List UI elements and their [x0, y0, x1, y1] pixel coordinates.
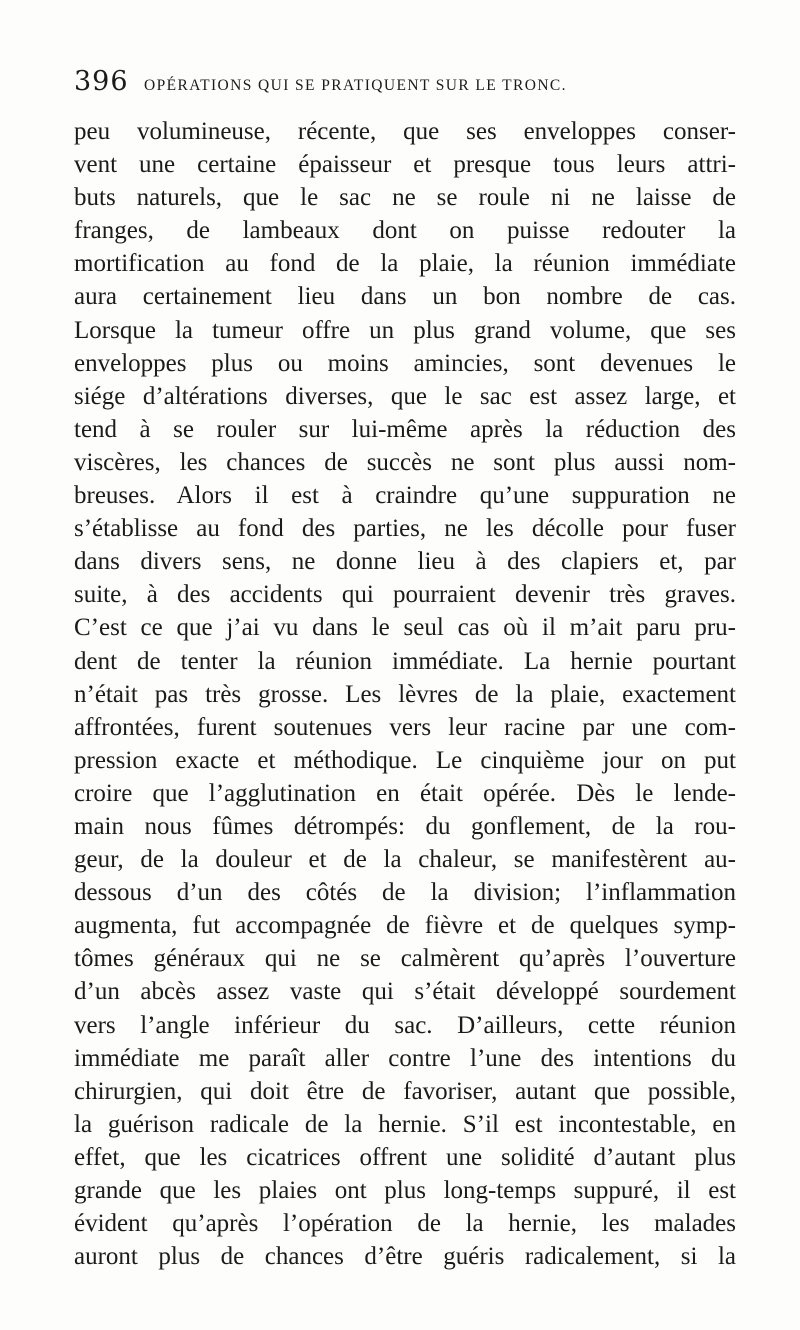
text-line: augmenta, fut accompagnée de fièvre et de quelques symp-	[74, 912, 736, 940]
text-line: breuses. Alors il est à craindre qu’une suppuration ne	[74, 482, 736, 510]
text-line: s’établisse au fond des parties, ne les décolle pour fuser	[74, 515, 736, 543]
text-line: vers l’angle inférieur du sac. D’ailleurs, cette réunion	[74, 1011, 736, 1039]
text-line: tômes généraux qui ne se calmèrent qu’après l’ouverture	[74, 945, 736, 973]
text-line: enveloppes plus ou moins amincies, sont devenues le	[74, 349, 736, 377]
text-line: grande que les plaies ont plus long-temps suppuré, il est	[74, 1177, 736, 1204]
text-line: immédiate me paraît aller contre l’une des intentions du	[74, 1044, 736, 1072]
text-line: croire que l’agglutination en était opérée. Dès le lende-	[74, 779, 736, 807]
text-line: d’un abcès assez vaste qui s’était développé sourdement	[74, 978, 736, 1006]
text-line: pression exacte et méthodique. Le cinquième jour on put	[74, 746, 736, 774]
text-line: mortification au fond de la plaie, la réunion immédiate	[74, 250, 736, 278]
text-line: buts naturels, que le sac ne se roule ni ne laisse de	[74, 184, 736, 212]
text-line: tend à se rouler sur lui-même après la réduction des	[74, 415, 736, 443]
text-line: chirurgien, qui doit être de favoriser, autant que possible,	[74, 1077, 736, 1105]
text-line: main nous fûmes détrompés: du gonflement, de la rou-	[74, 812, 736, 840]
text-line: dent de tenter la réunion immédiate. La hernie pourtant	[74, 647, 736, 675]
text-line: évident qu’après l’opération de la hernie, les malades	[74, 1210, 736, 1238]
text-line: viscères, les chances de succès ne sont plus aussi nom-	[74, 448, 736, 476]
running-head: OPÉRATIONS QUI SE PRATIQUENT SUR LE TRONC.	[144, 77, 567, 94]
text-line: suite, à des accidents qui pourraient devenir très graves.	[74, 581, 736, 609]
page-number: 396	[74, 66, 129, 97]
text-line: affrontées, furent soutenues vers leur racine par une com-	[74, 713, 736, 741]
text-line: C’est ce que j’ai vu dans le seul cas où il m’ait paru pru-	[74, 614, 736, 642]
text-line: dans divers sens, ne donne lieu à des clapiers et, par	[74, 548, 736, 576]
body-text	[74, 115, 736, 1273]
text-line: peu volumineuse, récente, que ses enveloppes conser-	[74, 118, 736, 145]
text-line: aura certainement lieu dans un bon nombre de cas.	[74, 283, 736, 311]
text-line: vent une certaine épaisseur et presque tous leurs attri-	[74, 151, 736, 179]
text-line: siége d’altérations diverses, que le sac est assez large, et	[74, 382, 736, 410]
text-line: la guérison radicale de la hernie. S’il est incontestable, en	[74, 1110, 736, 1138]
text-line: auront plus de chances d’être guéris radicalement, si la	[74, 1243, 736, 1271]
text-line: dessous d’un des côtés de la division; l’inflammation	[74, 879, 736, 907]
text-line: Lorsque la tumeur offre un plus grand volume, que ses	[74, 316, 736, 344]
text-line: effet, que les cicatrices offrent une solidité d’autant plus	[74, 1143, 736, 1171]
text-line: n’était pas très grosse. Les lèvres de la plaie, exactement	[74, 680, 736, 708]
text-line: franges, de lambeaux dont on puisse redouter la	[74, 217, 736, 245]
text-line: geur, de la douleur et de la chaleur, se manifestèrent au-	[74, 846, 736, 874]
page-header	[74, 66, 734, 106]
